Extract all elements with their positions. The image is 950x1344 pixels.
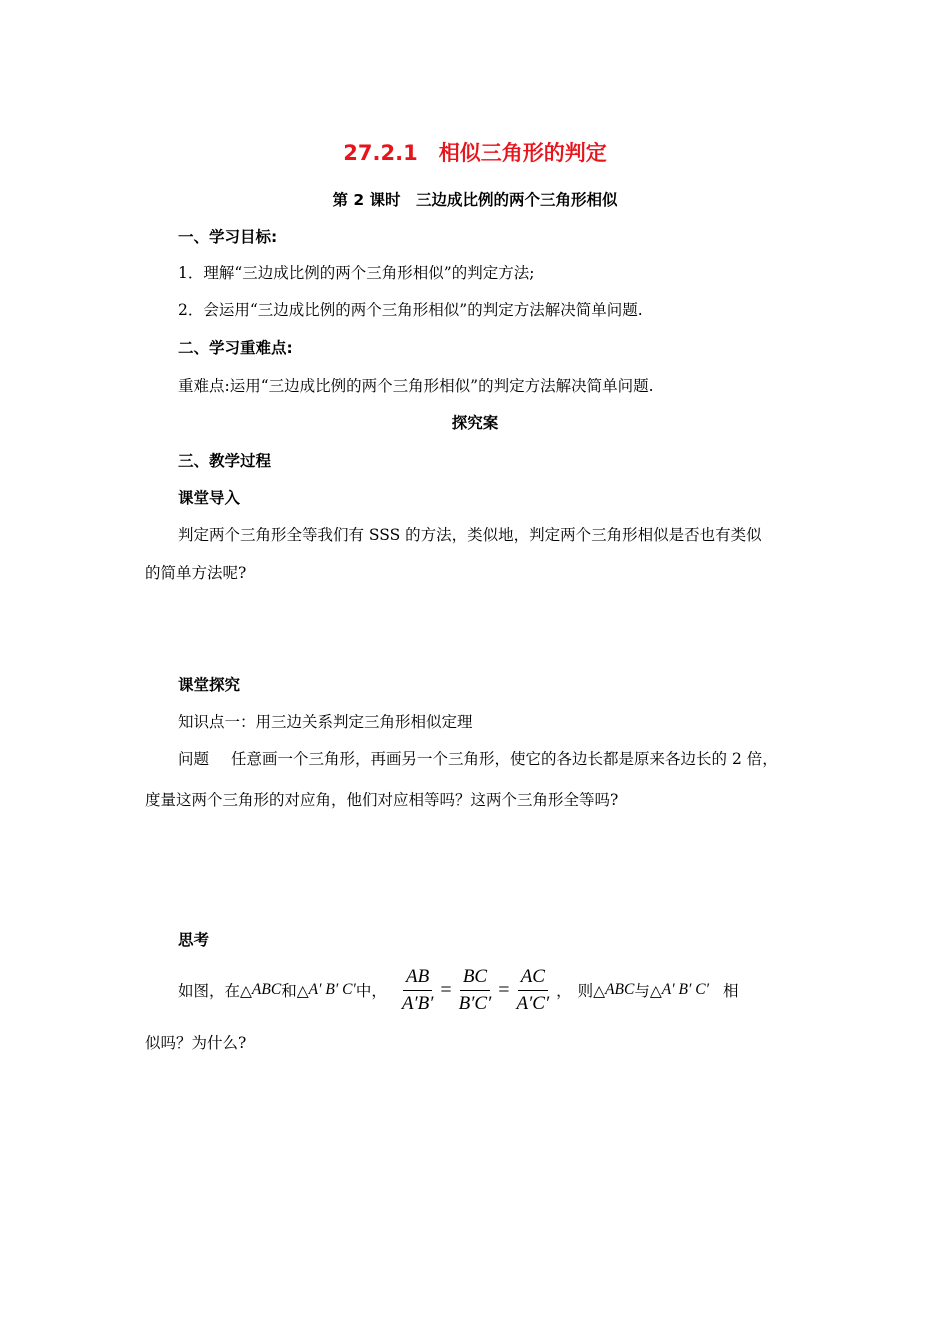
think-zhong: 中， (355, 982, 387, 1000)
fraction-ac-denominator: A′C′ (516, 992, 550, 1014)
subheading-intro: 课堂导入 (178, 489, 241, 507)
triangle-prime-label-1: A′ B′ C′ (308, 981, 356, 998)
triangle-abc-label-1: ABC (251, 981, 282, 998)
problem-text-1: 任意画一个三角形，再画另一个三角形，使它的各边长都是原来各边长的 2 倍， (231, 750, 778, 768)
document-title: 27.2.1 相似三角形的判定 (343, 141, 607, 165)
think-comma: ， (556, 982, 572, 1000)
lesson-subtitle: 第 2 课时 三边成比例的两个三角形相似 (332, 191, 618, 209)
section-heading-process: 三、教学过程 (178, 452, 272, 470)
section-heading-objectives: 一、学习目标: (178, 228, 278, 246)
think-prefix: 如图，在△ (178, 982, 252, 1000)
knowledge-point-1: 知识点一：用三边关系判定三角形相似定理 (178, 713, 473, 731)
fraction-ab-numerator: AB (403, 966, 432, 991)
fraction-ac (514, 966, 553, 1015)
think-with: 与△ (634, 982, 662, 1000)
fraction-bc (456, 966, 495, 1015)
equals-sign-1: = (440, 978, 452, 1001)
explore-heading: 探究案 (451, 414, 499, 432)
think-xiang: 相 (722, 982, 739, 1000)
problem-line-1 (178, 749, 778, 769)
objective-item-2: 2．会运用“三边成比例的两个三角形相似”的判定方法解决简单问题. (178, 301, 643, 319)
problem-line-2: 度量这两个三角形的对应角，他们对应相等吗？这两个三角形全等吗? (145, 791, 619, 809)
problem-label: 问题 (178, 750, 210, 768)
intro-text-line-1: 判定两个三角形全等我们有 SSS 的方法，类似地，判定两个三角形相似是否也有类似 (178, 526, 762, 544)
triangle-prime-label-2: A′ B′ C′ (661, 981, 709, 998)
think-and: 和△ (281, 982, 309, 1000)
subheading-think: 思考 (178, 931, 210, 949)
fraction-ac-numerator: AC (518, 966, 548, 991)
key-points-text: 重难点:运用“三边成比例的两个三角形相似”的判定方法解决简单问题. (178, 377, 654, 395)
objective-item-1: 1．理解“三边成比例的两个三角形相似”的判定方法; (178, 264, 535, 282)
fraction-bc-numerator: BC (460, 966, 490, 991)
subheading-explore: 课堂探究 (178, 676, 241, 694)
section-heading-key-points: 二、学习重难点: (178, 339, 293, 357)
intro-text-line-2: 的简单方法呢? (145, 564, 247, 582)
equals-sign-2: = (498, 978, 510, 1001)
triangle-abc-label-2: ABC (605, 981, 635, 998)
think-statement (178, 965, 738, 1015)
fraction-ab (399, 966, 437, 1015)
think-then: 则△ (577, 982, 606, 1000)
fraction-bc-denominator: B′C′ (458, 992, 492, 1014)
fraction-ab-denominator: A′B′ (401, 992, 434, 1014)
think-line-2: 似吗？为什么? (145, 1034, 247, 1052)
